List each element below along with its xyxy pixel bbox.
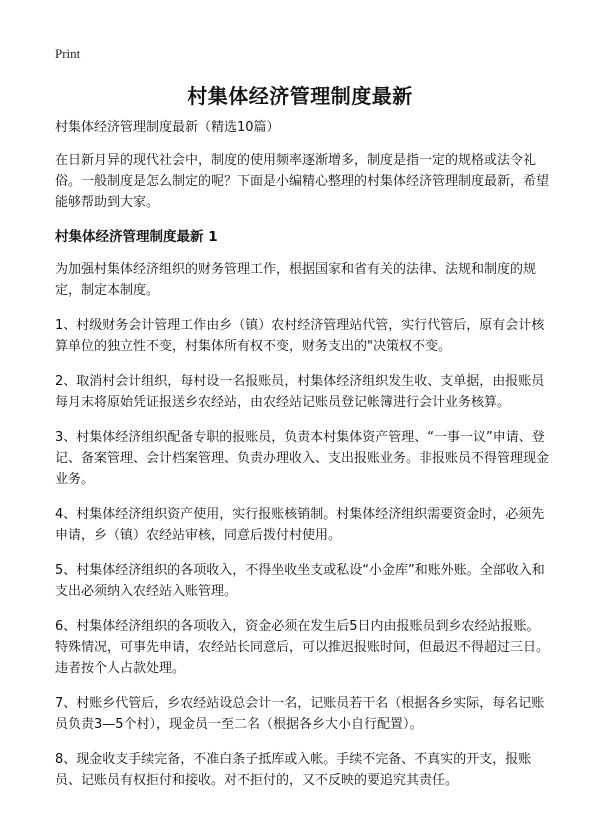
- intro-paragraph: 在日新月异的现代社会中，制度的使用频率逐渐增多，制度是指一定的规格或法令礼俗。一般制度是怎么制定的呢？下面是小编精心整理的村集体经济管理制度最新，希望能够帮助到大家。: [55, 153, 550, 210]
- rule-item-4: 4、村集体经济组织资产使用，实行报账核销制。村集体经济组织需要资金时，必须先申请，乡（镇）农经站审核，同意后拨付村使用。: [55, 507, 545, 543]
- print-label: Print: [55, 46, 81, 61]
- rule-item-8: 8、现金收支手续完备，不准白条子抵库或入帐。手续不完备、不真实的开支，报账员、记账员有权拒付和接收。对不拒付的，又不反映的要追究其责任。: [55, 752, 532, 788]
- rule-item-2: 2、取消村会计组织，每村设一名报账员，村集体经济组织发生收、支单据，由报账员每月末将原始凭证报送乡农经站，由农经站记账员登记帐簿进行会计业务核算。: [55, 374, 545, 410]
- document-subtitle: 村集体经济管理制度最新（精选10篇）: [55, 120, 280, 135]
- rule-item-6: 6、村集体经济组织的各项收入，资金必须在发生后5日内由报账员到乡农经站报账。特殊情况，可事先申请，农经站长同意后，可以推迟报账时间，但最迟不得超过三日。违者按个人占款处理。: [55, 619, 550, 676]
- document-body: [55, 118, 550, 805]
- rule-item-1: 1、村级财务会计管理工作由乡（镇）农村经济管理站代管，实行代管后，原有会计核算单位的独立性不变，村集体所有权不变，财务支出的"决策权不变。: [55, 318, 545, 354]
- section-preamble: 为加强村集体经济组织的财务管理工作，根据国家和省有关的法律、法规和制度的规定，制定本制度。: [55, 262, 537, 298]
- rule-item-5: 5、村集体经济组织的各项收入，不得坐收坐支或私设“小金库”和账外账。全部收入和支出必须纳入农经站入账管理。: [55, 563, 545, 599]
- rule-item-7: 7、村账乡代管后，乡农经站设总会计一名，记账员若干名（根据各乡实际，每名记账员负责3—5个村），现金员一至二名（根据各乡大小自行配置）。: [55, 696, 545, 732]
- page-title: 村集体经济管理制度最新: [187, 84, 413, 108]
- section-heading: 村集体经济管理制度最新 1: [55, 229, 218, 245]
- rule-item-3: 3、村集体经济组织配备专职的报账员，负责本村集体资产管理、“一事一议”申请、登记、备案管理、会计档案管理、负责办理收入、支出报账业务。非报账员不得管理现金业务。: [55, 430, 550, 487]
